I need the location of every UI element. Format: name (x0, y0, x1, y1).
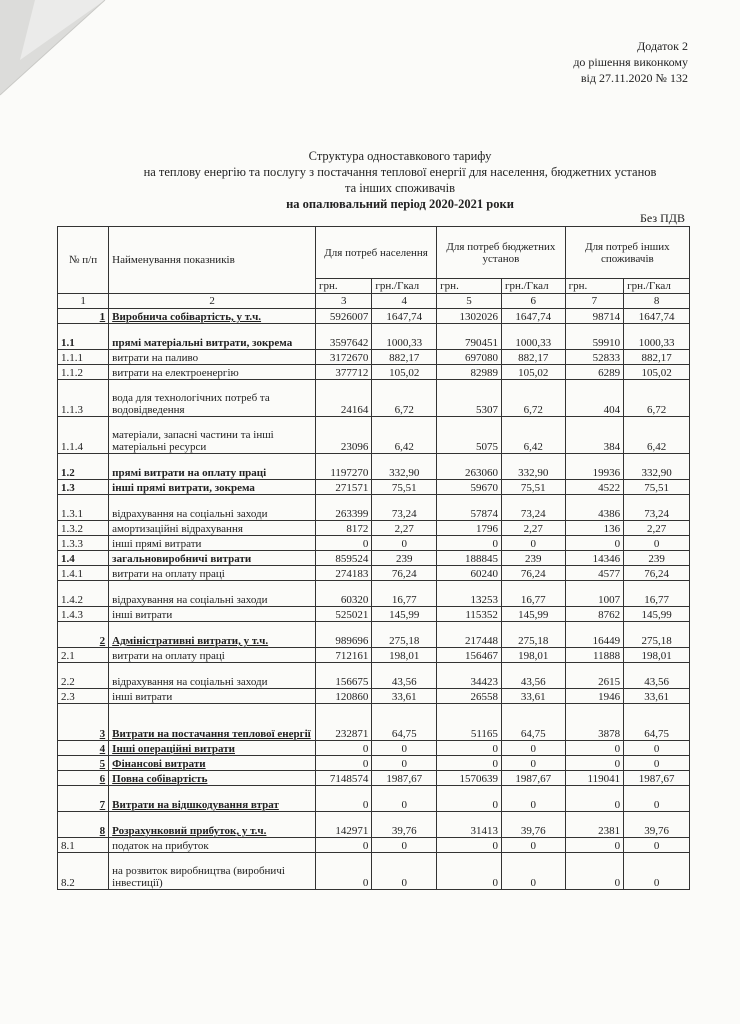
row-value: 263060 (437, 454, 502, 480)
row-value: 0 (624, 838, 690, 853)
row-name: податок на прибуток (109, 838, 316, 853)
row-value: 82989 (437, 365, 502, 380)
row-value: 51165 (437, 704, 502, 741)
row-value: 75,51 (624, 480, 690, 495)
row-name: прямі матеріальні витрати, зокрема (109, 324, 316, 350)
row-value: 4386 (565, 495, 623, 521)
row-value: 0 (316, 756, 372, 771)
row-value: 188845 (437, 551, 502, 566)
row-name: на розвиток виробництва (виробничі інвестиції) (109, 853, 316, 890)
row-number: 3 (58, 704, 109, 741)
row-number: 6 (58, 771, 109, 786)
row-name: Адміністративні витрати, у т.ч. (109, 622, 316, 648)
row-value: 239 (372, 551, 437, 566)
column-number: 6 (501, 294, 565, 309)
table-row (58, 566, 690, 581)
row-value: 6,42 (501, 417, 565, 454)
row-value: 1000,33 (624, 324, 690, 350)
row-value: 142971 (316, 812, 372, 838)
row-name: інші прямі витрати, зокрема (109, 480, 316, 495)
row-value: 0 (624, 756, 690, 771)
row-value: 790451 (437, 324, 502, 350)
row-value: 0 (437, 756, 502, 771)
row-value: 0 (624, 536, 690, 551)
row-value: 859524 (316, 551, 372, 566)
row-number: 1 (58, 309, 109, 324)
row-value: 76,24 (624, 566, 690, 581)
row-value: 7148574 (316, 771, 372, 786)
table-row (58, 551, 690, 566)
row-value: 26558 (437, 689, 502, 704)
row-value: 0 (501, 536, 565, 551)
row-value: 33,61 (624, 689, 690, 704)
document-title (90, 148, 710, 212)
row-number: 2 (58, 622, 109, 648)
title-line-4: на опалювальний період 2020-2021 роки (286, 197, 514, 211)
row-value: 0 (372, 756, 437, 771)
row-value: 0 (437, 786, 502, 812)
row-value: 1570639 (437, 771, 502, 786)
row-value: 3172670 (316, 350, 372, 365)
row-value: 34423 (437, 663, 502, 689)
header-unit: грн./Гкал (501, 279, 565, 294)
row-value: 1000,33 (372, 324, 437, 350)
row-value: 43,56 (501, 663, 565, 689)
row-value: 105,02 (624, 365, 690, 380)
row-value: 0 (372, 838, 437, 853)
row-value: 13253 (437, 581, 502, 607)
row-number: 7 (58, 786, 109, 812)
row-number: 8.2 (58, 853, 109, 890)
table-row (58, 536, 690, 551)
row-value: 24164 (316, 380, 372, 417)
row-value: 1197270 (316, 454, 372, 480)
row-value: 1007 (565, 581, 623, 607)
row-name: матеріали, запасні частини та інші матеріальні ресурси (109, 417, 316, 454)
row-value: 0 (501, 786, 565, 812)
row-value: 1647,74 (501, 309, 565, 324)
row-number: 1.1 (58, 324, 109, 350)
row-value: 73,24 (501, 495, 565, 521)
row-value: 0 (565, 853, 623, 890)
table-row (58, 495, 690, 521)
row-number: 1.3 (58, 480, 109, 495)
table-row (58, 417, 690, 454)
header-unit: грн. (316, 279, 372, 294)
row-value: 4522 (565, 480, 623, 495)
row-value: 11888 (565, 648, 623, 663)
row-value: 4577 (565, 566, 623, 581)
row-value: 0 (437, 741, 502, 756)
row-number: 1.1.1 (58, 350, 109, 365)
row-value: 882,17 (624, 350, 690, 365)
row-value: 0 (501, 853, 565, 890)
table-row (58, 521, 690, 536)
row-value: 198,01 (372, 648, 437, 663)
row-value: 5307 (437, 380, 502, 417)
row-value: 332,90 (501, 454, 565, 480)
row-value: 697080 (437, 350, 502, 365)
row-value: 0 (372, 741, 437, 756)
row-value: 43,56 (372, 663, 437, 689)
table-row (58, 350, 690, 365)
row-value: 60320 (316, 581, 372, 607)
appendix-date: від 27.11.2020 № 132 (580, 71, 688, 85)
header-group-population: Для потреб населення (316, 227, 437, 279)
row-value: 0 (316, 786, 372, 812)
row-value: 6,72 (501, 380, 565, 417)
row-value: 2,27 (501, 521, 565, 536)
row-number: 5 (58, 756, 109, 771)
row-value: 0 (316, 741, 372, 756)
table-row (58, 853, 690, 890)
row-name: Повна собівартість (109, 771, 316, 786)
row-name: інші прямі витрати (109, 536, 316, 551)
row-value: 105,02 (372, 365, 437, 380)
row-value: 59670 (437, 480, 502, 495)
row-number: 2.3 (58, 689, 109, 704)
row-value: 115352 (437, 607, 502, 622)
row-value: 0 (372, 786, 437, 812)
column-number: 3 (316, 294, 372, 309)
row-value: 0 (437, 838, 502, 853)
row-value: 16,77 (501, 581, 565, 607)
row-value: 1987,67 (372, 771, 437, 786)
row-value: 1302026 (437, 309, 502, 324)
row-value: 0 (565, 536, 623, 551)
row-value: 263399 (316, 495, 372, 521)
row-number: 8.1 (58, 838, 109, 853)
page-fold-corner (0, 0, 120, 110)
row-value: 57874 (437, 495, 502, 521)
row-value: 0 (372, 853, 437, 890)
row-value: 16,77 (372, 581, 437, 607)
row-value: 271571 (316, 480, 372, 495)
row-value: 2381 (565, 812, 623, 838)
row-value: 76,24 (372, 566, 437, 581)
table-row (58, 838, 690, 853)
header-group-other: Для потреб інших споживачів (565, 227, 689, 279)
row-value: 2615 (565, 663, 623, 689)
row-value: 6,42 (372, 417, 437, 454)
row-number: 1.3.3 (58, 536, 109, 551)
row-value: 8762 (565, 607, 623, 622)
row-value: 64,75 (501, 704, 565, 741)
row-number: 1.1.2 (58, 365, 109, 380)
header-group-budget: Для потреб бюджетних установ (437, 227, 565, 279)
row-value: 98714 (565, 309, 623, 324)
column-number: 1 (58, 294, 109, 309)
row-value: 39,76 (624, 812, 690, 838)
row-value: 6,72 (372, 380, 437, 417)
row-number: 2.1 (58, 648, 109, 663)
row-value: 384 (565, 417, 623, 454)
row-name: амортизаційні відрахування (109, 521, 316, 536)
row-number: 8 (58, 812, 109, 838)
row-value: 5075 (437, 417, 502, 454)
row-value: 198,01 (501, 648, 565, 663)
row-value: 64,75 (372, 704, 437, 741)
row-value: 0 (316, 536, 372, 551)
row-value: 39,76 (372, 812, 437, 838)
row-value: 136 (565, 521, 623, 536)
row-value: 16449 (565, 622, 623, 648)
row-value: 1946 (565, 689, 623, 704)
row-value: 0 (565, 786, 623, 812)
row-name: інші витрати (109, 607, 316, 622)
table-row (58, 663, 690, 689)
row-name: витрати на електроенергію (109, 365, 316, 380)
row-number: 1.4.1 (58, 566, 109, 581)
row-value: 1987,67 (501, 771, 565, 786)
row-value: 332,90 (372, 454, 437, 480)
row-value: 120860 (316, 689, 372, 704)
row-value: 145,99 (624, 607, 690, 622)
row-number: 1.3.1 (58, 495, 109, 521)
row-value: 60240 (437, 566, 502, 581)
row-number: 1.4.2 (58, 581, 109, 607)
row-value: 43,56 (624, 663, 690, 689)
row-value: 0 (565, 756, 623, 771)
title-line-1: Структура одноставкового тарифу (308, 149, 492, 163)
row-name: витрати на оплату праці (109, 566, 316, 581)
row-value: 14346 (565, 551, 623, 566)
row-value: 16,77 (624, 581, 690, 607)
table-row (58, 771, 690, 786)
row-value: 145,99 (501, 607, 565, 622)
row-value: 0 (624, 853, 690, 890)
row-name: витрати на оплату праці (109, 648, 316, 663)
row-value: 232871 (316, 704, 372, 741)
row-value: 1647,74 (372, 309, 437, 324)
appendix-label: Додаток 2 (637, 39, 688, 53)
row-value: 52833 (565, 350, 623, 365)
table-row (58, 689, 690, 704)
row-value: 2,27 (372, 521, 437, 536)
title-line-3: та інших споживачів (344, 181, 456, 195)
row-value: 6289 (565, 365, 623, 380)
title-line-2: на теплову енергію та послугу з постачання теплової енергії для населення, бюджетних установ (143, 165, 657, 179)
row-value: 3597642 (316, 324, 372, 350)
table-row (58, 704, 690, 741)
row-value: 404 (565, 380, 623, 417)
row-value: 882,17 (501, 350, 565, 365)
row-value: 1647,74 (624, 309, 690, 324)
row-value: 377712 (316, 365, 372, 380)
header-unit: грн. (565, 279, 623, 294)
column-number: 7 (565, 294, 623, 309)
column-number: 8 (624, 294, 690, 309)
row-value: 3878 (565, 704, 623, 741)
row-value: 23096 (316, 417, 372, 454)
row-name: витрати на паливо (109, 350, 316, 365)
row-number: 4 (58, 741, 109, 756)
row-value: 75,51 (372, 480, 437, 495)
row-value: 0 (437, 536, 502, 551)
table-row (58, 380, 690, 417)
row-value: 275,18 (501, 622, 565, 648)
row-number: 2.2 (58, 663, 109, 689)
row-value: 1987,67 (624, 771, 690, 786)
row-value: 0 (316, 838, 372, 853)
row-value: 75,51 (501, 480, 565, 495)
row-value: 145,99 (372, 607, 437, 622)
row-value: 19936 (565, 454, 623, 480)
row-value: 0 (624, 741, 690, 756)
row-number: 1.1.3 (58, 380, 109, 417)
row-value: 105,02 (501, 365, 565, 380)
row-name: вода для технологічних потреб та водовідведення (109, 380, 316, 417)
table-row (58, 756, 690, 771)
row-name: Витрати на відшкодування втрат (109, 786, 316, 812)
table-row (58, 607, 690, 622)
row-value: 217448 (437, 622, 502, 648)
header-unit: грн./Гкал (624, 279, 690, 294)
tariff-structure-table (57, 226, 690, 890)
row-value: 0 (372, 536, 437, 551)
row-value: 275,18 (624, 622, 690, 648)
row-value: 0 (437, 853, 502, 890)
table-row (58, 786, 690, 812)
row-value: 5926007 (316, 309, 372, 324)
table-row (58, 648, 690, 663)
header-unit: грн./Гкал (372, 279, 437, 294)
row-value: 1796 (437, 521, 502, 536)
row-value: 0 (501, 741, 565, 756)
table-row (58, 454, 690, 480)
row-value: 33,61 (501, 689, 565, 704)
row-value: 882,17 (372, 350, 437, 365)
row-value: 239 (624, 551, 690, 566)
table-row (58, 812, 690, 838)
row-value: 119041 (565, 771, 623, 786)
row-name: відрахування на соціальні заходи (109, 581, 316, 607)
row-value: 274183 (316, 566, 372, 581)
table-body (58, 309, 690, 890)
row-value: 31413 (437, 812, 502, 838)
table-row (58, 622, 690, 648)
row-value: 0 (501, 756, 565, 771)
row-name: Розрахунковий прибуток, у т.ч. (109, 812, 316, 838)
row-value: 239 (501, 551, 565, 566)
row-value: 198,01 (624, 648, 690, 663)
row-value: 64,75 (624, 704, 690, 741)
row-value: 989696 (316, 622, 372, 648)
row-value: 332,90 (624, 454, 690, 480)
row-value: 33,61 (372, 689, 437, 704)
row-value: 275,18 (372, 622, 437, 648)
row-value: 0 (565, 838, 623, 853)
table-row (58, 480, 690, 495)
row-name: прямі витрати на оплату праці (109, 454, 316, 480)
table-row (58, 324, 690, 350)
row-value: 76,24 (501, 566, 565, 581)
row-name: Фінансові витрати (109, 756, 316, 771)
row-value: 0 (624, 786, 690, 812)
row-name: Виробнича собівартість, у т.ч. (109, 309, 316, 324)
row-value: 712161 (316, 648, 372, 663)
row-value: 525021 (316, 607, 372, 622)
row-value: 59910 (565, 324, 623, 350)
row-value: 73,24 (624, 495, 690, 521)
table-row (58, 309, 690, 324)
row-name: Інші операційні витрати (109, 741, 316, 756)
row-number: 1.1.4 (58, 417, 109, 454)
row-number: 1.3.2 (58, 521, 109, 536)
row-name: Витрати на постачання теплової енергії (109, 704, 316, 741)
row-value: 8172 (316, 521, 372, 536)
row-value: 156467 (437, 648, 502, 663)
row-name: загальновиробничі витрати (109, 551, 316, 566)
column-number: 2 (109, 294, 316, 309)
row-number: 1.4.3 (58, 607, 109, 622)
row-value: 6,72 (624, 380, 690, 417)
header-num: № п/п (58, 227, 109, 294)
row-value: 0 (501, 838, 565, 853)
row-name: інші витрати (109, 689, 316, 704)
row-value: 0 (565, 741, 623, 756)
row-value: 39,76 (501, 812, 565, 838)
column-number: 5 (437, 294, 502, 309)
row-value: 2,27 (624, 521, 690, 536)
row-name: відрахування на соціальні заходи (109, 663, 316, 689)
row-value: 6,42 (624, 417, 690, 454)
row-name: відрахування на соціальні заходи (109, 495, 316, 521)
row-number: 1.2 (58, 454, 109, 480)
row-value: 0 (316, 853, 372, 890)
table-row (58, 741, 690, 756)
row-value: 1000,33 (501, 324, 565, 350)
appendix-decision: до рішення виконкому (573, 55, 688, 69)
header-unit: грн. (437, 279, 502, 294)
row-number: 1.4 (58, 551, 109, 566)
appendix-note (573, 38, 688, 86)
column-number: 4 (372, 294, 437, 309)
table-row (58, 365, 690, 380)
header-name: Найменування показників (109, 227, 316, 294)
vat-note: Без ПДВ (640, 211, 685, 225)
row-value: 156675 (316, 663, 372, 689)
table-row (58, 581, 690, 607)
row-value: 73,24 (372, 495, 437, 521)
